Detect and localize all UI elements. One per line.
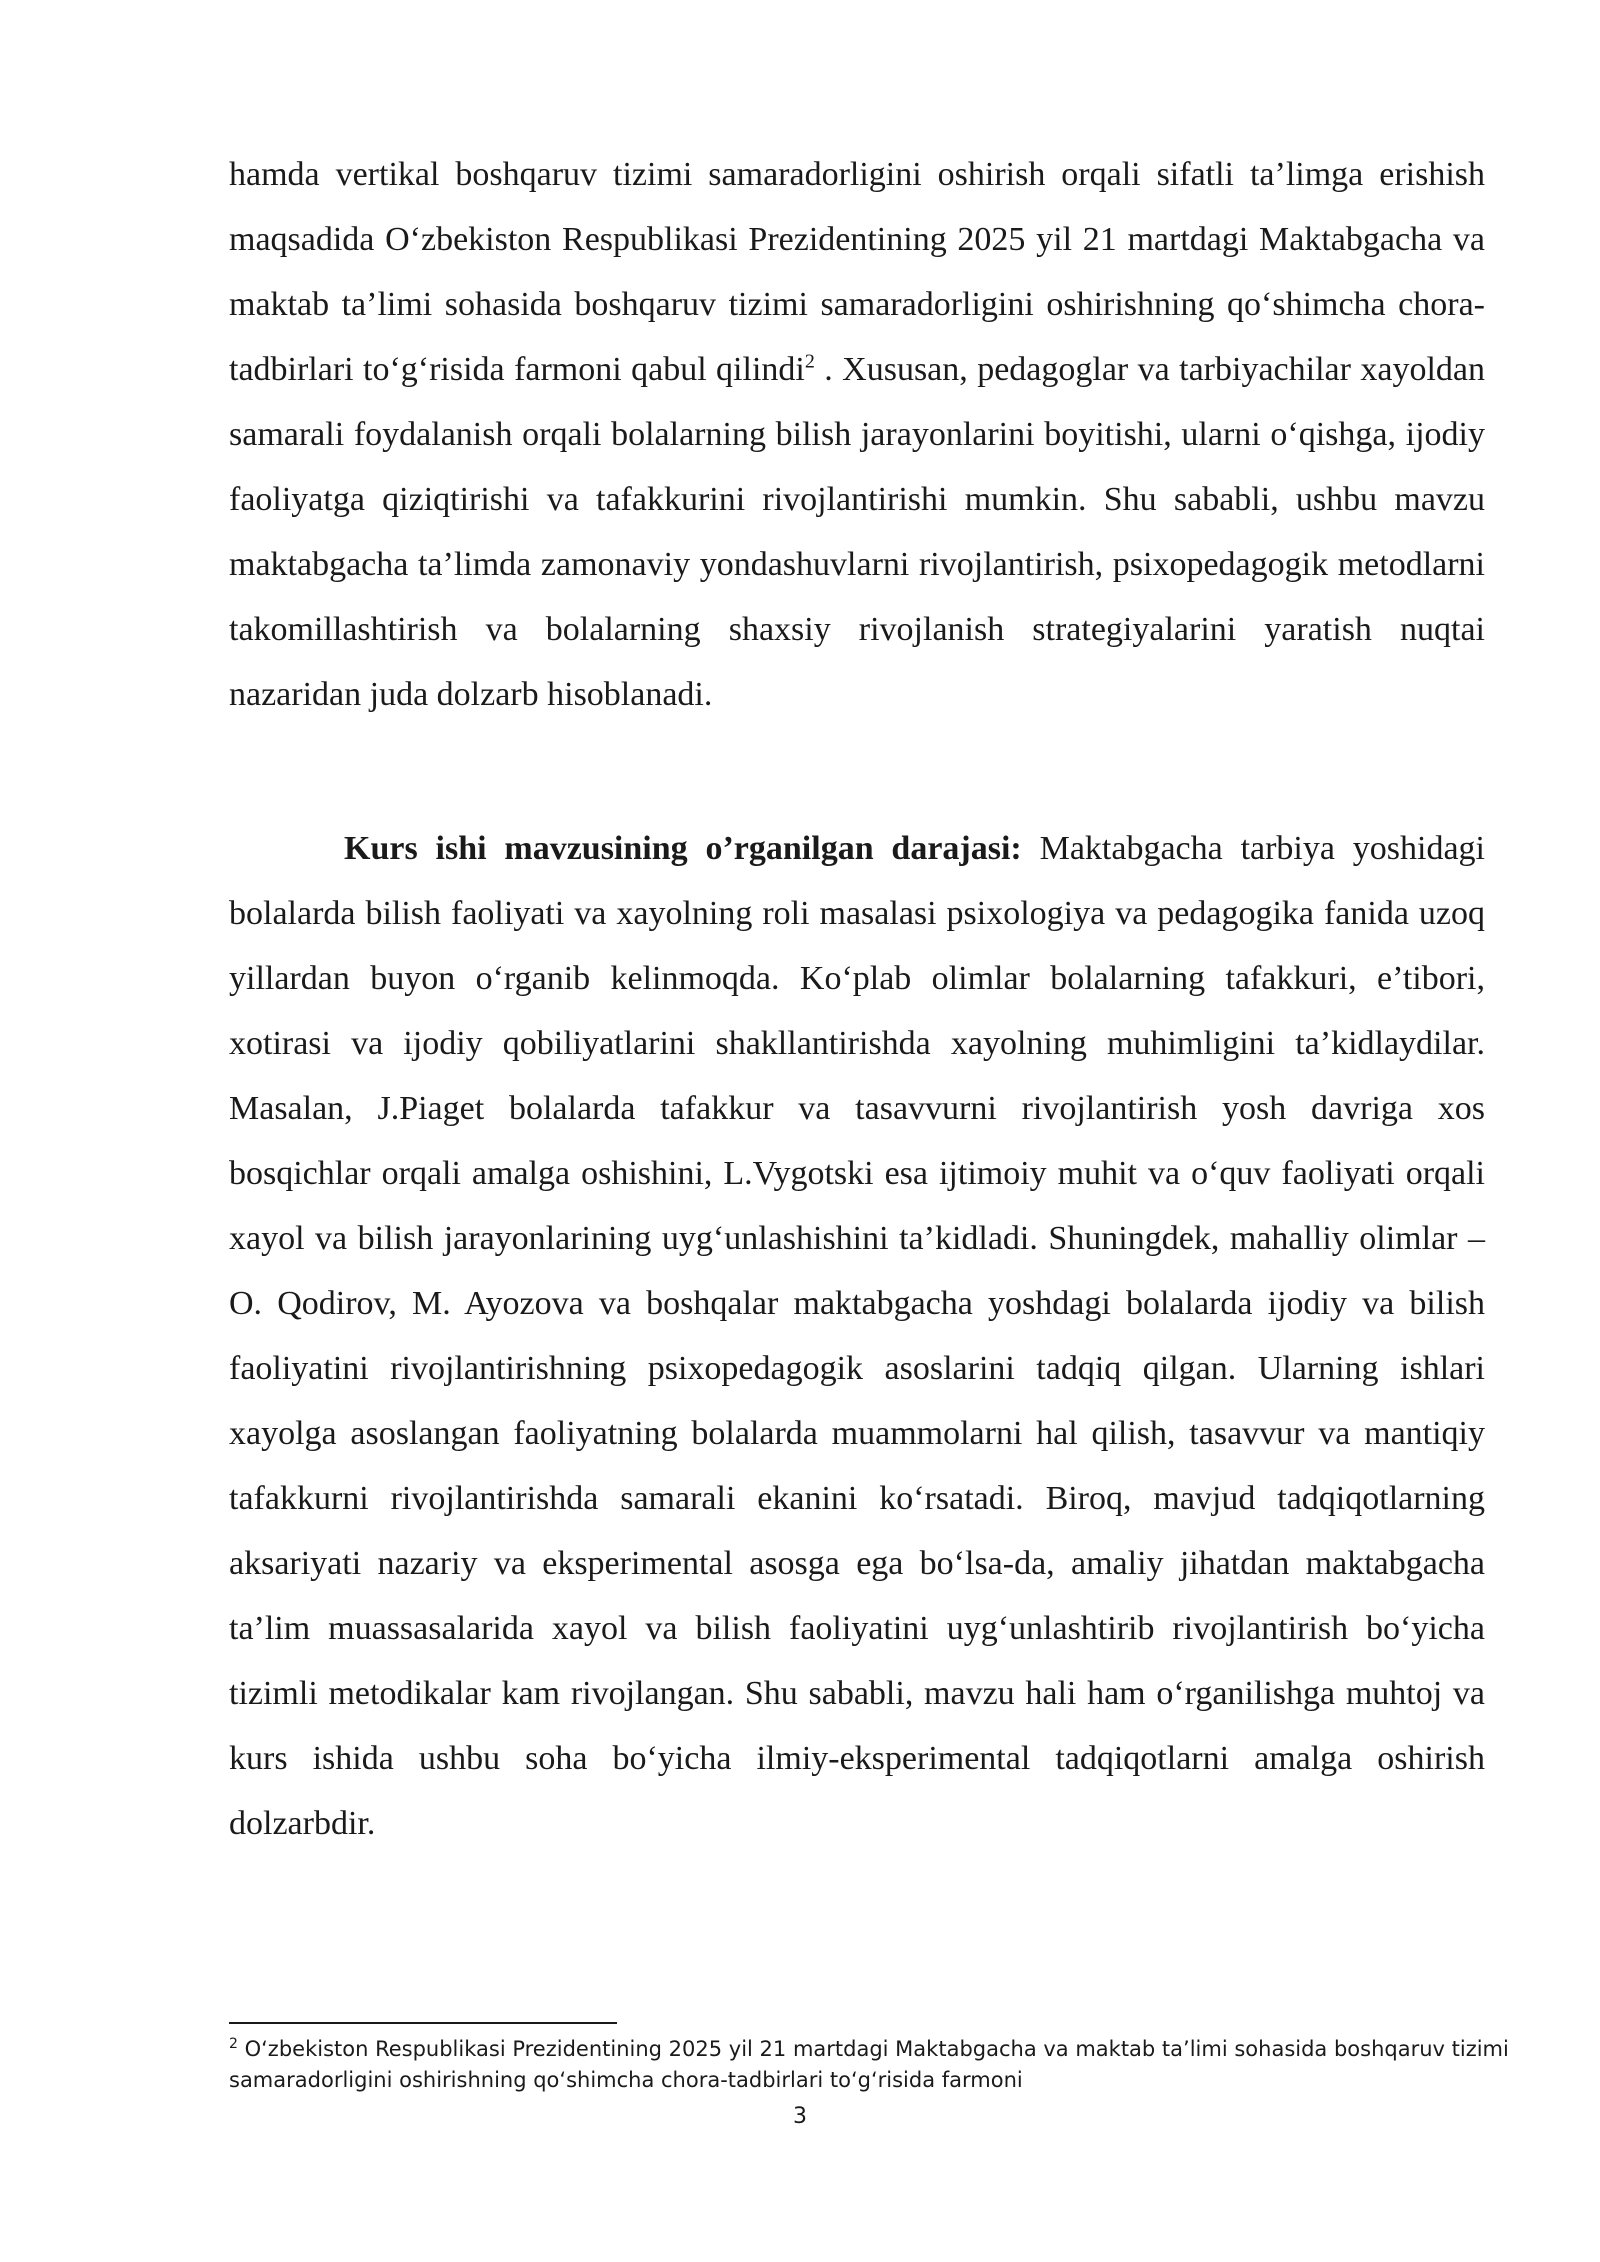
page-number: 3 [793,2104,807,2129]
footnote-reference[interactable]: 2 [804,350,815,373]
paragraph-1-main: hamda vertikal boshqaruv tizimi samaradorligini oshirish orqali sifatli ta’limga erishish maqsadida O‘zbekiston Respublikasi Prezidentining 2025 yil 21 martdagi Maktabgacha va maktab ta’limi sohasida boshqaruv tizimi samaradorligini oshirishning qo‘shimcha chora-tadbirlari to‘g‘risida farmoni qabul qilindi [229,156,1485,388]
footnote-separator [229,2022,617,2024]
paragraph-1-text [229,142,1485,727]
paragraph-1-continuation: . Xususan, pedagoglar va tarbiyachilar xayoldan samarali foydalanish orqali bolalarning bilish jarayonlarini boyitishi, ularni o‘qishga, ijodiy faoliyatga qiziqtirishi va tafakkurini rivojlantirishi mumkin. Shu sababli, ushbu mavzu maktabgacha ta’limda zamonaviy yondashuvlarni rivojlantirish, psixopedagogik metodlarni takomillashtirish va bolalarning shaxsiy rivojlanish strategiyalarini yaratish nuqtai nazaridan juda dolzarb hisoblanadi. [229,351,1485,713]
footnote-marker: 2 [229,2036,238,2052]
paragraph-2-text [229,816,1485,1856]
paragraph-2-body: Maktabgacha tarbiya yoshidagi bolalarda bilish faoliyati va xayolning roli masalasi psixologiya va pedagogika fanida uzoq yillardan buyon o‘rganib kelinmoqda. Ko‘plab olimlar bolalarning tafakkuri, e’tibori, xotirasi va ijodiy qobiliyatlarini shakllantirishda xayolning muhimligini ta’kidlaydilar. Masalan, J.Piaget bolalarda tafakkur va tasavvurni rivojlantirish yosh davriga xos bosqichlar orqali amalga oshishini, L.Vygotski esa ijtimoiy muhit va o‘quv faoliyati orqali xayol va bilish jarayonlarining uyg‘unlashishini ta’kidladi. Shuningdek, mahalliy olimlar – O. Qodirov, M. Ayozova va boshqalar maktabgacha yoshdagi bolalarda ijodiy va bilish faoliyatini rivojlantirishning psixopedagogik asoslarini tadqiq qilgan. Ularning ishlari xayolga asoslangan faoliyatning bolalarda muammolarni hal qilish, tasavvur va mantiqiy tafakkurni rivojlantirishda samarali ekanini ko‘rsatadi. Biroq, mavjud tadqiqotlarning aksariyati nazariy va eksperimental asosga ega bo‘lsa-da, amaliy jihatdan maktabgacha ta’lim muassasalarida xayol va bilish faoliyatini uyg‘unlashtirib rivojlantirish bo‘yicha tizimli metodikalar kam rivojlangan. Shu sababli, mavzu hali ham o‘rganilishga muhtoj va kurs ishida ushbu soha bo‘yicha ilmiy-eksperimental tadqiqotlarni amalga oshirish dolzarbdir. [229,830,1486,1842]
footnote [229,2034,1519,2096]
paragraph-2 [229,816,1485,1856]
section-heading: Kurs ishi mavzusining o’rganilgan darajasi: [344,830,1022,867]
footnote-text: O‘zbekiston Respublikasi Prezidentining 2025 yil 21 martdagi Maktabgacha va maktab ta’limi sohasida boshqaruv tizimi samaradorligini oshirishning qo‘shimcha chora-tadbirlari to‘g‘risida farmoni [229,2037,1509,2092]
paragraph-1 [229,142,1485,727]
